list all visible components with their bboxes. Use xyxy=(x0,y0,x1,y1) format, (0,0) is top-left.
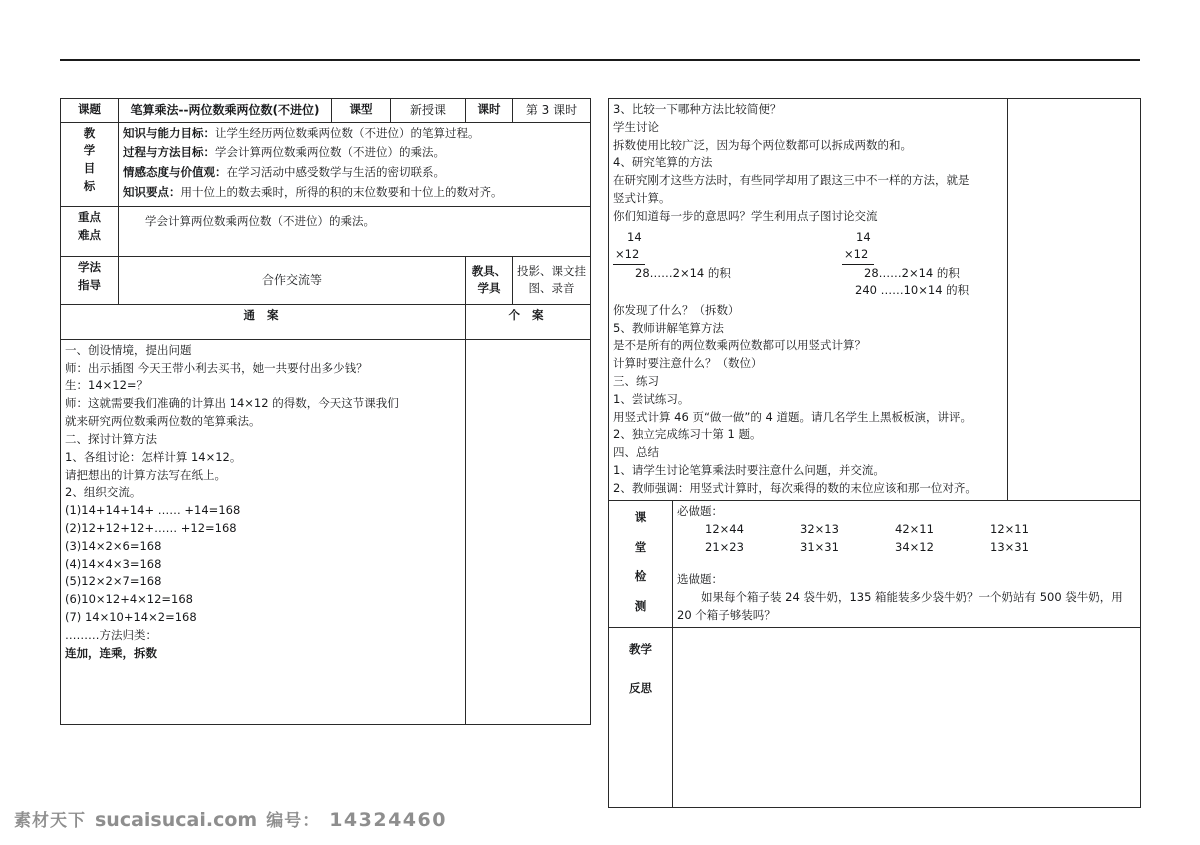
exercise-item: 21×23 xyxy=(705,540,744,555)
plan-line: 1、请学生讨论笔算乘法时要注意什么问题，并交流。 xyxy=(613,463,885,477)
calc-result-line: 28……2×14 的积 xyxy=(864,266,960,281)
plan-line: (1)14+14+14+ …… +14=168 xyxy=(65,503,241,518)
right-lesson-table xyxy=(608,98,1141,808)
required-exercises-label: 必做题： xyxy=(677,503,723,518)
plan-line: 三、练习 xyxy=(613,373,659,388)
plan-line: 师：这就需要我们准确的计算出 14×12 的得数，今天这节课我们 xyxy=(65,396,399,411)
goal-item xyxy=(123,125,586,143)
optional-exercises-label: 选做题： xyxy=(677,572,723,587)
period-value: 第 3 课时 xyxy=(513,99,591,123)
goal-head: 知识与能力目标： xyxy=(123,125,215,140)
plan-line: 连加，连乘，拆数 xyxy=(65,645,157,660)
focus-text: 学会计算两位数乘两位数（不进位）的乘法。 xyxy=(145,213,375,228)
plan-line: 1、尝试练习。 xyxy=(613,391,690,406)
goal-head: 知识要点： xyxy=(123,185,181,200)
topic-value: 笔算乘法--两位数乘两位数(不进位) xyxy=(119,99,332,123)
table-row-goals xyxy=(61,122,591,206)
plan-line: 生：14×12=？ xyxy=(65,378,149,393)
plan-line: (3)14×2×6=168 xyxy=(65,538,162,553)
table-row-plan-body xyxy=(61,339,591,724)
goal-head: 情感态度与价值观： xyxy=(123,165,227,180)
method-label-char: 指导 xyxy=(78,277,101,292)
focus-value xyxy=(119,206,591,256)
exercise-item: 12×44 xyxy=(705,522,744,537)
method-label-char: 学法 xyxy=(78,259,101,274)
header-rule xyxy=(60,59,1140,61)
goals-label-char: 教 xyxy=(83,125,96,140)
course-type-value: 新授课 xyxy=(391,99,466,123)
footer-number-value: 14324460 xyxy=(329,809,447,831)
goals-label-char: 学 xyxy=(83,143,96,158)
plan-line: 是不是所有的两位数乘两位数都可以用竖式计算？ xyxy=(613,338,866,353)
individual-plan-body-continued xyxy=(1008,99,1141,501)
plan-line: 二、探讨计算方法 xyxy=(65,431,157,446)
goal-item xyxy=(123,184,586,202)
table-row-topic xyxy=(61,99,591,123)
plan-line: ………方法归类： xyxy=(65,627,157,642)
goal-head: 过程与方法目标： xyxy=(123,145,215,160)
plan-line: 在研究刚才这些方法时，有些同学却用了跟这三中不一样的方法，就是 xyxy=(613,173,970,188)
general-plan-header: 通 案 xyxy=(61,304,466,339)
class-test-label-char: 堂 xyxy=(634,539,647,554)
goals-label-char: 目 xyxy=(83,161,96,176)
exercise-item: 13×31 xyxy=(990,540,1029,555)
class-test-label xyxy=(609,500,673,627)
plan-line: 1、各组讨论：怎样计算 14×12。 xyxy=(65,449,242,464)
plan-line: 4、研究笔算的方法 xyxy=(613,155,713,170)
calc-multiplicand: 14 xyxy=(856,229,871,244)
plan-line: (4)14×4×3=168 xyxy=(65,556,162,571)
period-label: 课时 xyxy=(466,99,513,123)
plan-line: (5)12×2×7=168 xyxy=(65,574,162,589)
plan-line: 四、总结 xyxy=(613,445,659,460)
goals-content xyxy=(119,122,591,206)
vertical-calculation-group xyxy=(613,229,1003,300)
focus-label xyxy=(61,206,119,256)
plan-line: 一、创设情境，提出问题 xyxy=(65,342,192,357)
plan-line: 请把想出的计算方法写在纸上。 xyxy=(65,467,226,482)
goal-text: 在学习活动中感受数学与生活的密切联系。 xyxy=(226,165,445,180)
plan-line: 计算时要注意什么？（数位） xyxy=(613,356,763,371)
class-test-content xyxy=(673,500,1141,627)
calc-multiplier: ×12 xyxy=(842,246,874,265)
plan-line: 就来研究两位数乘两位数的笔算乘法。 xyxy=(65,414,261,429)
table-row-focus xyxy=(61,206,591,256)
goals-label xyxy=(61,122,119,206)
required-exercises-grid xyxy=(677,521,1136,557)
class-test-label-char: 课 xyxy=(634,509,647,524)
plan-line: 3、比较一下哪种方法比较简便？ xyxy=(613,102,782,116)
goal-text: 让学生经历两位数乘两位数（不进位）的笔算过程。 xyxy=(215,125,480,140)
plan-line: 2、教师强调：用竖式计算时，每次乘得的数的末位应该和那一位对齐。 xyxy=(613,480,977,495)
plan-line: 2、组织交流。 xyxy=(65,485,142,500)
goal-text: 学会计算两位数乘两位数（不进位）的乘法。 xyxy=(215,145,445,160)
reflection-content xyxy=(673,627,1141,807)
general-plan-body xyxy=(61,339,466,724)
general-plan-body-continued xyxy=(609,99,1008,501)
calc-result-line: 28……2×14 的积 xyxy=(635,266,731,281)
method-value: 合作交流等 xyxy=(119,256,466,304)
goals-label-char: 标 xyxy=(83,179,96,194)
topic-label: 课题 xyxy=(61,99,119,123)
calculation-full xyxy=(808,229,1003,300)
table-row-reflection xyxy=(609,627,1141,807)
plan-line: 拆数使用比较广泛，因为每个两位数都可以拆成两数的和。 xyxy=(613,137,912,152)
class-test-label-char: 测 xyxy=(634,599,647,614)
exercise-item: 32×13 xyxy=(800,522,839,537)
footer-site-name: 素材天下 xyxy=(14,811,86,831)
plan-line: 你发现了什么？（拆数） xyxy=(613,302,740,317)
plan-line: (7) 14×10+14×2=168 xyxy=(65,610,197,625)
plan-line: 你们知道每一步的意思吗？学生利用点子图讨论交流 xyxy=(613,208,878,223)
course-type-label: 课型 xyxy=(332,99,391,123)
table-row-plan-headers xyxy=(61,304,591,339)
plan-line: 师：出示插图 今天王带小利去买书，她一共要付出多少钱？ xyxy=(65,360,368,375)
goal-item xyxy=(123,164,586,182)
exercise-item: 42×11 xyxy=(895,522,934,537)
section-spacer xyxy=(677,557,1136,571)
tools-label: 教具、学具 xyxy=(466,256,513,304)
reflection-label-char: 教学 xyxy=(629,641,652,656)
plan-line: (6)10×12+4×12=168 xyxy=(65,592,193,607)
exercise-item: 34×12 xyxy=(895,540,934,555)
exercise-row xyxy=(677,539,1136,557)
exercise-item: 12×11 xyxy=(990,522,1029,537)
goal-item xyxy=(123,144,586,162)
individual-plan-header: 个 案 xyxy=(466,304,591,339)
plan-line: 2、独立完成练习十第 1 题。 xyxy=(613,427,762,442)
table-row-class-test xyxy=(609,500,1141,627)
optional-exercise-text: 如果每个箱子装 24 袋牛奶，135 箱能装多少袋牛奶？一个奶站有 500 袋牛奶，用 20 个箱子够装吗？ xyxy=(677,589,1123,622)
calculation-partial xyxy=(613,229,808,300)
plan-line: (2)12+12+12+…… +12=168 xyxy=(65,520,237,535)
footer-watermark xyxy=(14,806,447,831)
method-label xyxy=(61,256,119,304)
table-row-method xyxy=(61,256,591,304)
goal-text: 用十位上的数去乘时，所得的积的末位数要和十位上的数对齐。 xyxy=(180,185,503,200)
focus-label-char: 重点 xyxy=(78,209,101,224)
exercise-row xyxy=(677,521,1136,539)
plan-line: 5、教师讲解笔算方法 xyxy=(613,320,724,335)
class-test-label-char: 检 xyxy=(634,569,647,584)
tools-value: 投影、课文挂图、录音 xyxy=(513,256,591,304)
footer-site-domain: sucaisucai.com xyxy=(95,809,258,831)
left-lesson-table xyxy=(60,98,591,725)
reflection-label-char: 反思 xyxy=(629,680,652,695)
calc-multiplicand: 14 xyxy=(627,229,642,244)
exercise-item: 31×31 xyxy=(800,540,839,555)
individual-plan-body xyxy=(466,339,591,724)
plan-line: 学生讨论 xyxy=(613,119,659,134)
calc-result-line: 240 ……10×14 的积 xyxy=(855,283,970,298)
table-row-plan-continued xyxy=(609,99,1141,501)
footer-number-label: 编号： xyxy=(266,811,321,831)
plan-line: 用竖式计算 46 页“做一做”的 4 道题。请几名学生上黑板板演，讲评。 xyxy=(613,409,972,424)
calc-multiplier: ×12 xyxy=(613,246,645,265)
plan-line: 竖式计算。 xyxy=(613,191,671,206)
focus-label-char: 难点 xyxy=(78,227,101,242)
reflection-label xyxy=(609,627,673,807)
